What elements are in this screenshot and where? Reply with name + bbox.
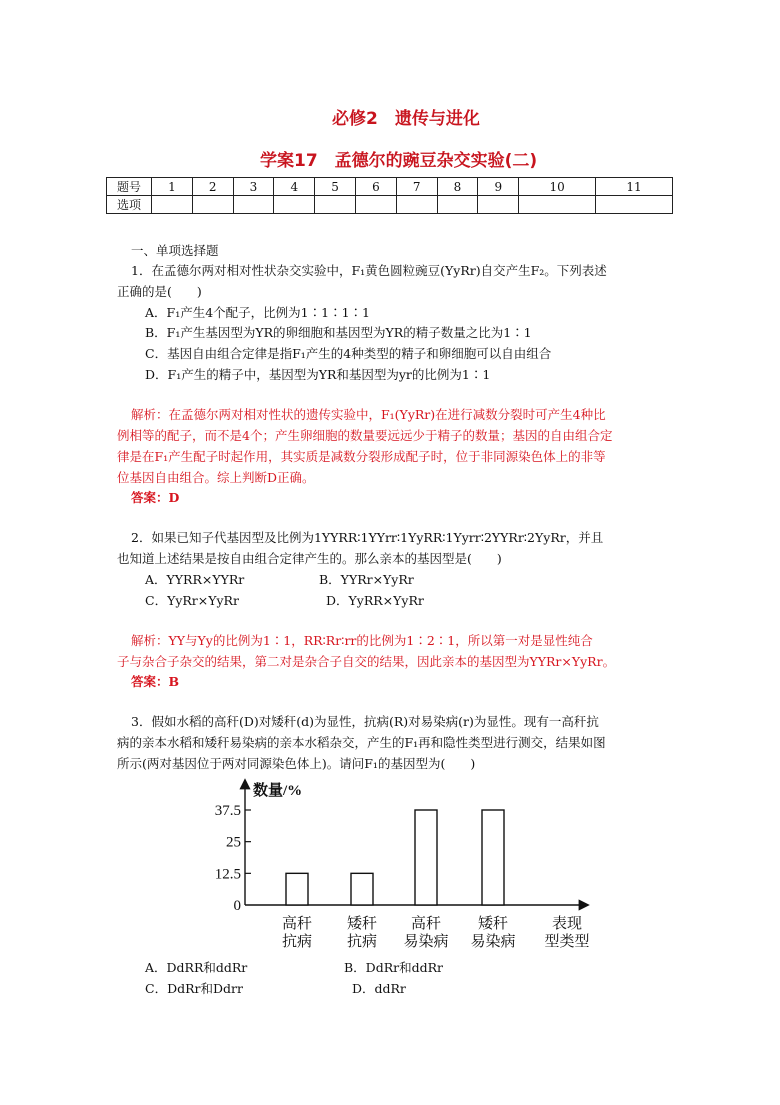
table-header-option: 选项: [107, 196, 152, 214]
q1-answer: 答案：D: [131, 490, 180, 505]
y-tick-label: 12.5: [214, 866, 241, 883]
section-heading: 一、单项选择题: [131, 243, 219, 258]
category-label: 高秆: [410, 916, 442, 932]
y-tick-label: 25: [226, 834, 241, 851]
q2-option-d: D．YyRR×YyRr: [326, 593, 424, 608]
table-number-cell: 2: [192, 178, 233, 196]
y-tick-label: 37.5: [214, 803, 241, 819]
q1-option-a: A．F₁产生4个配子，比例为1∶1∶1∶1: [145, 305, 370, 320]
answer-input-cell[interactable]: [396, 196, 437, 214]
q1-analysis-line4: 位基因自由组合。综上判断D正确。: [117, 470, 315, 485]
answer-input-cell[interactable]: [519, 196, 596, 214]
q1-analysis-line3: 律是在F₁产生配子时起作用，其实质是减数分裂形成配子时，位于非同源染色体上的非等: [117, 449, 606, 464]
y-tick-label: 0: [233, 898, 241, 914]
lesson-title: 学案17 孟德尔的豌豆杂交实验(二): [260, 151, 538, 171]
q1-stem-line2: 正确的是( ): [117, 284, 202, 299]
q2-analysis-line2: 子与杂合子杂交的结果，第二对是杂合子自交的结果，因此亲本的基因型为YYRr×YyRr。: [117, 654, 616, 669]
table-number-cell: 5: [315, 178, 356, 196]
q3-stem-line2: 病的亲本水稻和矮秆易染病的亲本水稻杂交，产生的F₁再和隐性类型进行测交，结果如图: [117, 735, 606, 750]
q3-option-c: C．DdRr和Ddrr: [145, 981, 243, 996]
q3-stem-line1: 3．假如水稻的高秆(D)对矮秆(d)为显性，抗病(R)对易染病(r)为显性。现有一高秆抗: [131, 714, 599, 729]
q1-analysis-line1: 解析：在孟德尔两对相对性状的遗传实验中，F₁(YyRr)在进行减数分裂时可产生4种比: [131, 407, 606, 422]
answer-input-cell[interactable]: [233, 196, 274, 214]
q2-stem-line1: 2．如果已知子代基因型及比例为1YYRR∶1YYrr∶1YyRR∶1Yyrr∶2YYRr∶2YyRr，并且: [131, 530, 604, 545]
x-axis-label-line1: 表现: [551, 916, 583, 932]
answer-input-cell[interactable]: [355, 196, 396, 214]
q2-option-b: B．YYRr×YyRr: [319, 572, 414, 587]
category-label: 高秆: [281, 916, 313, 932]
bar: [286, 873, 308, 905]
category-label: 易染病: [470, 934, 516, 950]
testcross-bar-chart: [195, 775, 615, 955]
table-number-cell: 10: [519, 178, 596, 196]
q3-option-b: B．DdRr和ddRr: [344, 960, 443, 975]
table-number-cell: 1: [152, 178, 193, 196]
q2-option-a: A．YYRR×YYRr: [145, 572, 245, 587]
table-number-cell: 8: [437, 178, 478, 196]
q2-option-c: C．YyRr×YyRr: [145, 593, 239, 608]
answer-input-cell[interactable]: [192, 196, 233, 214]
q1-option-d: D．F₁产生的精子中，基因型为YR和基因型为yr的比例为1∶1: [145, 367, 491, 382]
answer-table-number-row: [107, 178, 673, 196]
answer-table: [106, 177, 673, 214]
table-number-cell: 11: [596, 178, 673, 196]
table-number-cell: 4: [274, 178, 315, 196]
table-number-cell: 3: [233, 178, 274, 196]
category-label: 抗病: [281, 934, 313, 950]
q1-analysis-line2: 例相等的配子，而不是4个；产生卵细胞的数量要远远少于精子的数量；基因的自由组合定: [117, 428, 613, 443]
bar: [351, 873, 373, 905]
category-label: 矮秆: [477, 916, 509, 932]
q1-option-c: C．基因自由组合定律是指F₁产生的4种类型的精子和卵细胞可以自由组合: [145, 346, 552, 361]
q2-stem-line2: 也知道上述结果是按自由组合定律产生的。那么亲本的基因型是( ): [117, 551, 502, 566]
y-axis-label: 数量/%: [253, 783, 303, 799]
table-number-cell: 6: [355, 178, 396, 196]
q3-stem-line3: 所示(两对基因位于两对同源染色体上)。请问F₁的基因型为( ): [117, 756, 476, 771]
bar: [482, 810, 504, 905]
x-axis-label-line2: 型类型: [544, 934, 590, 950]
answer-input-cell[interactable]: [437, 196, 478, 214]
q1-stem-line1: 1．在孟德尔两对相对性状杂交实验中，F₁黄色圆粒豌豆(YyRr)自交产生F₂。下列表述: [131, 263, 607, 278]
answer-input-cell[interactable]: [478, 196, 519, 214]
answer-input-cell[interactable]: [596, 196, 673, 214]
q1-option-b: B．F₁产生基因型为YR的卵细胞和基因型为YR的精子数量之比为1∶1: [145, 325, 532, 340]
q2-analysis-line1: 解析：YY与Yy的比例为1∶1，RR∶Rr∶rr的比例为1∶2∶1，所以第一对是显性纯合: [131, 633, 593, 648]
q3-option-d: D．ddRr: [352, 981, 406, 996]
q2-answer: 答案：B: [131, 674, 180, 689]
answer-input-cell[interactable]: [152, 196, 193, 214]
answer-table-option-row: [107, 196, 673, 214]
answer-input-cell[interactable]: [274, 196, 315, 214]
category-label: 矮秆: [346, 916, 378, 932]
table-number-cell: 9: [478, 178, 519, 196]
module-title: 必修2 遗传与进化: [332, 109, 480, 129]
answer-input-cell[interactable]: [315, 196, 356, 214]
table-header-number: 题号: [107, 178, 152, 196]
bar: [415, 810, 437, 905]
category-label: 易染病: [403, 934, 449, 950]
category-label: 抗病: [346, 934, 378, 950]
q3-option-a: A．DdRR和ddRr: [145, 960, 248, 975]
table-number-cell: 7: [396, 178, 437, 196]
